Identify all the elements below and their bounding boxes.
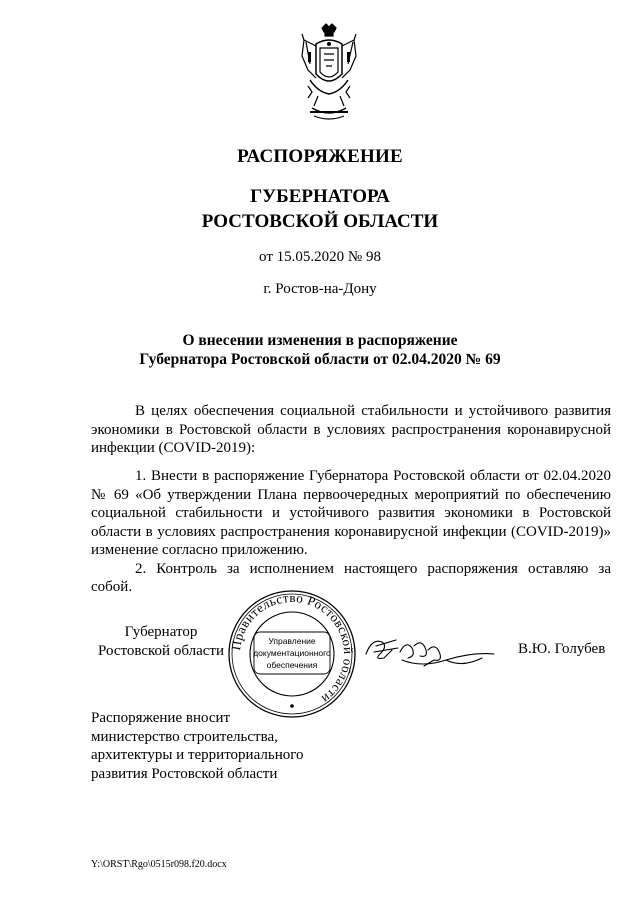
signatory-position	[91, 623, 231, 661]
note-line: развития Ростовской области	[91, 765, 278, 782]
preamble-text: В целях обеспечения социальной стабильности и устойчивого развития экономики в Ростовской области в условиях распространения коронавирусной инфекции (COVID-2019):	[91, 403, 611, 456]
stamp-inner-line: документационного	[253, 648, 331, 658]
submitting-agency-note	[91, 709, 351, 783]
preamble-paragraph	[91, 402, 611, 458]
stamp-inner-line: обеспечения	[266, 660, 318, 670]
note-line: министерство строительства,	[91, 728, 278, 745]
document-date-number: от 15.05.2020 № 98	[259, 249, 381, 265]
stamp-ring-text: Правительство Ростовской области	[228, 589, 357, 708]
handwritten-signature	[362, 628, 498, 672]
resolution-item-1: 1. Внести в распоряжение Губернатора Ростовской области от 02.04.2020 № 69 «Об утверждении Плана первоочередных мероприятий по обеспечению социальной стабильности и устойчивого развития экономики в Ростовской области в условиях распространения коронавирусной инфекции (COVID-2019)» изменение согласно приложению.	[91, 468, 611, 558]
official-stamp	[226, 588, 358, 720]
subject-line: Губернатора Ростовской области от 02.04.2020 № 69	[139, 351, 501, 368]
authority-line: ГУБЕРНАТОРА	[250, 186, 390, 207]
signatory-position-line: Ростовской области	[98, 643, 224, 659]
coat-of-arms-icon	[298, 22, 360, 126]
signatory-name: В.Ю. Голубев	[518, 641, 606, 657]
note-line: Распоряжение вносит	[91, 710, 231, 726]
note-line: архитектуры и территориального	[91, 747, 304, 763]
file-path-footer: Y:\ORST\Rgo\0515r098.f20.docx	[91, 859, 227, 870]
subject-line: О внесении изменения в распоряжение	[182, 332, 458, 349]
document-city: г. Ростов-на-Дону	[263, 281, 377, 297]
issuing-authority-heading	[0, 184, 640, 234]
authority-line: РОСТОВСКОЙ ОБЛАСТИ	[201, 211, 439, 232]
resolution-items	[91, 467, 611, 597]
stamp-inner-line: Управление	[268, 636, 316, 646]
signatory-position-line: Губернатор	[124, 624, 198, 640]
resolution-item-2: 2. Контроль за исполнением настоящего распоряжения оставляю за собой.	[91, 560, 611, 595]
document-type-heading: РАСПОРЯЖЕНИЕ	[237, 146, 403, 167]
document-subject	[0, 331, 640, 369]
